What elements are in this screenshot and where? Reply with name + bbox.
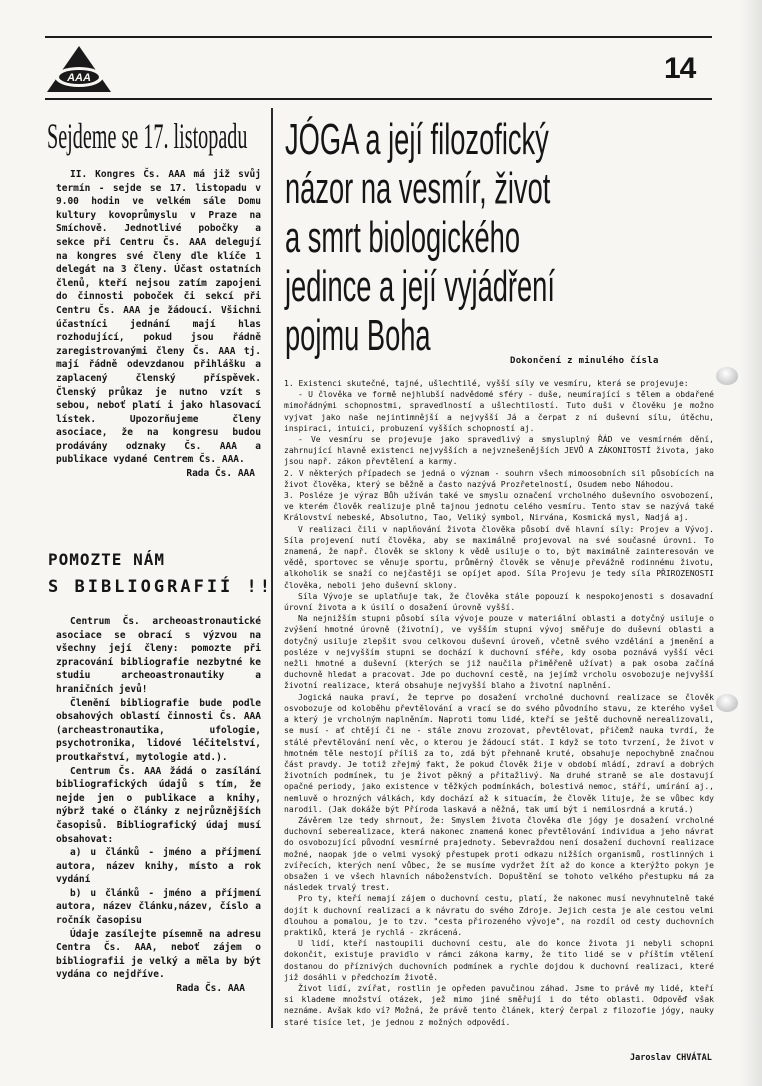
bibliography-article [56,615,261,996]
yoga-article-body [284,378,714,1028]
article-paragraph: Síla Vývoje se uplatňuje tak, že člověka stále popouzí k nespokojenosti s dosavadní úrovní života a k úsilí o dosažení úrovně vyšší. [284,591,714,613]
bibliography-paragraph: Centrum Čs. AAA žádá o zasílání bibliografických údajů s tím, že nejde jen o publikace a knihy, nýbrž také o články z nejrůznějších časopisů. Bibliografický údaj musí obsahovat: [56,765,261,845]
left-article [56,168,261,481]
left-article-signature: Rada Čs. AAA [186,468,255,480]
article-paragraph: 2. V některých případech se jedná o význam - souhrn všech mimoosobních sil působících na život člověka, který se běžně a často nazývá Prozřetelností, Osudem nebo Náhodou. [284,468,714,489]
title-line: JÓGA a její filozofický [285,115,549,164]
bibliography-signature: Rada Čs. AAA [176,983,245,995]
bibliography-heading-line2: S BIBLIOGRAFIÍ !! [48,577,273,597]
bibliography-paragraph: Centrum Čs. archeoastronautické asociace se obrací s výzvou na všechny její členy: pomozte při zpracování bibliografie nezbytné ke studiu archeoastronautiky a hraničních jevů! [56,616,261,695]
article-paragraph: 3. Posléze je výraz Bůh užíván také ve smyslu označení vrcholného duševního osvobození, ve kterém člověk realizuje plně tajnou jednotu celého vesmíru. Tento stav se nazývá také Království nebeské, Absolutno, Tao, Veliký symbol, Nirvána, Kosmická mysl, Nadjá aj. [284,491,714,523]
bibliography-heading-line1: POMOZTE NÁM [48,550,165,569]
title-line: pojmu Boha [285,311,431,360]
column-divider [271,108,273,1028]
article-paragraph: 1. Existenci skutečné, tajné, ušlechtilé, vyšší síly ve vesmíru, která se projevuje: [284,379,689,388]
article-paragraph: U lidí, kteří nastoupili duchovní cestu, ale do konce života ji nebyli schopni dokončit, existuje pravidlo v rámci zákona karmy, že tito lidé se v příštím vtělení dostanou do příznivých duchovních podmínek a rychle dojdou k duchovní realizaci, které již dosáhli v předchozím životě. [284,939,714,982]
article-paragraph: V realizaci čili v naplňování života člověka působí dvě hlavní síly: Projev a Vývoj. Síla projevení nutí člověka, aby se maximálně projevoval na své současné úrovni. To znamená, že např. člověk se sklony k vědě usiluje o to, být maximálně zainteresován ve vědě, sportovec se věnuje sportu, průměrný člověk se věnuje převážně rodinnému životu, alkoholik se snaží co nejčastěji se opíjet apod. Síla Projevu je tedy síla PŘIROZENOSTI člověka, neboli jeho duševní sklony. [284,524,714,590]
title-line: jedince a její vyjádření [285,262,555,311]
aaa-logo-icon [45,44,113,94]
author-signature: Jaroslav CHVÁTAL [630,1053,712,1063]
bibliography-paragraph: Údaje zasílejte písemně na adresu Centra Čs. AAA, neboť zájem o bibliografii je velký a měla by být vydána co nejdříve. [56,928,261,981]
article-paragraph: Pro ty, kteří nemají zájem o duchovní cestu, platí, že nakonec musí nevyhnutelně také dojít k duchovní realizaci a k návratu do svého Zdroje. Jejich cesta je ale cestou velmi dlouhou a pomalou, je to tzv. "cesta přirozeného vývoje", na rozdíl od cesty duchovních praktiků, která je rychlá - zkrácená. [284,894,714,937]
left-headline: Sejdeme se 17. listopadu [47,116,248,156]
article-paragraph: Na nejnižším stupni působí síla vývoje pouze v materiální oblasti a dotyčný usiluje o zvýšení hmotné úrovně (životní), ve vyšším stupni vývoj směřuje do duševní oblasti a dotyčný usiluje zlepšit svou celkovou duševní úroveň, včetně svého vzdělání a jmenění a posléze v nejvyšším stupni se dochází k duchovní sféře, kdy osoba poznává vyšší věci nežli hmotné a duševní (kterých se již naučila přiměřeně užívat) a pak osoba začíná duchovně hledat a pracovat. Jde po duchovní cestě, na jejímž vrcholu osvobozuje nejvyšší životní realizace, která obsahuje nejvyšší blaho a životní naplnění. [284,614,714,691]
yoga-article-title [285,115,720,363]
page-number: 14 [664,52,696,85]
article-paragraph: - Ve vesmíru se projevuje jako spravedlivý a smysluplný ŘÁD ve vesmírném dění, zahrnující hlavně existenci nejvyšších a nejvznešenějších JEVŮ A ZÁKONITOSTÍ života, jako jsou např. zákon převtělení a karmy. [284,435,714,467]
punch-hole [716,694,738,712]
left-article-paragraph: II. Kongres Čs. AAA má již svůj termín - sejde se 17. listopadu v 9.00 hodin ve velkém sále Domu kultury kovoprůmyslu v Praze na Smíchově. Jednotlivé pobočky a sekce při Centru Čs. AAA delegují na kongres své členy dle klíče 1 delegát na 3 členy. Účast ostatních členů, kteří nejsou zatím zapojeni do činnosti poboček či sekcí při Centru Čs. AAA je žádoucí. Všichni účastníci jednání mají hlas rozhodující, pokud jsou řádně zaregistrovanými členy Čs. AAA tj. mají řádně odevzdanou přihlášku a zaplacený členský příspěvek. Členský průkaz je nutno vzít s sebou, neboť platí i jako hlasovací lístek. Upozorňujeme členy asociace, že na kongresu budou prodávány odznaky Čs. AAA a publikace vydané Centrem Čs. AAA. [56,169,261,466]
top-rule [45,36,712,38]
bibliography-paragraph: Členění bibliografie bude podle obsahových oblastí činnosti Čs. AAA (archeastronautika, ufologie, psychotronika, lidové léčitelství, proutkařství, mytologie atd.). [56,697,261,763]
title-line: a smrt biologického [285,213,521,262]
continued-note: Dokončení z minulého čísla [510,356,659,366]
article-paragraph: - U člověka ve formě nejhlubší nadvědomé sféry - duše, neumírající s tělem a obdařené mimořádnými schopnostmi, spravedlností a ušlechtilostí. Tuto duši v člověku je možno vyjvat jako naše nejintimnější a nejvyšší Já a čerpat z ní duševní sílu, útěchu, inspiraci, intuici, probuzení vyšších schopností aj. [284,390,714,433]
svg-text:AAA: AAA [67,72,91,84]
bibliography-paragraph: a) u článků - jméno a příjmení autora, název knihy, místo a rok vydání [56,847,261,886]
article-paragraph: Závěrem lze tedy shrnout, že: Smyslem života člověka dle jógy je dosažení vrcholné duchovní seberealizace, která nakonec znamená konec převtělování individua a jeho návrat do osvobozující původní vesmírné prajednoty. Sebevraždou není dosažení duchovní realizace možné, naopak jde o velmi vysoký přestupek proti odkazu nižších organismů, rostlinných i zvířecích, kterých není vůbec, že se musíme vydržet žít až do konce a kterýžto pokyn je obsažen i ve všech hlavních náboženstvích. Dopuštění se tohoto velkého přestupku má za následek trvalý trest. [284,815,714,893]
page-edge-shadow [740,0,762,1086]
header-rule [45,98,712,100]
article-paragraph: Život lidí, zvířat, rostlin je opředen pavučinou záhad. Jsme to právě my lidé, kteří si klademe množství otázek, jež mimo jiné směřují i do této oblasti. Odpověď však neznáme. Avšak kdo ví? Možná, že právě tento článek, který čerpal z filozofie jógy, nauky staré tisíce let, je jednou z možných odpovědí. [284,983,714,1027]
bibliography-paragraph: b) u článků - jméno a příjmení autora, název článku,název, číslo a ročník časopisu [56,887,261,927]
article-paragraph: Jogická nauka praví, že teprve po dosažení vrcholné duchovní realizace se člověk osvobozuje od koloběhu převtělování a vrací se do svého původního stavu, ze kterého vyšel a který je vrcholným naplněním. Naproti tomu lidé, kteří se ještě duchovně nerealizovali, se musí - ať chtějí či ne - stále znovu zrozovat, převtělovat, přičemž nauka tvrdí, že stálé převtělování není věc, o kterou je žádoucí stát. I když se toto tvrzení, že život v hmotném těle nestojí příliš za to, zdá být přehnaně kruté, obsahuje nepochybně značnou část pravdy. Je totiž zřejmý fakt, že pokud člověk žije v období mládí, zdraví a dobrých životních podmínek, tu je život pěkný a přitažlivý. Na druhé straně se ale dostavují opačné periody, jako existence v těžkých podmínkách, bolestivá nemoc, stáří, umírání aj., nemluvě o hrozných válkách, kdy dochází až k situacím, že člověk lituje, že se vůbec kdy narodil. (Jak dokáže být Příroda laskavá a něžná, tak umí být i nemilosrdná a krutá.) [284,692,714,814]
title-line: názor na vesmír, život [285,164,551,213]
punch-hole [716,367,738,385]
